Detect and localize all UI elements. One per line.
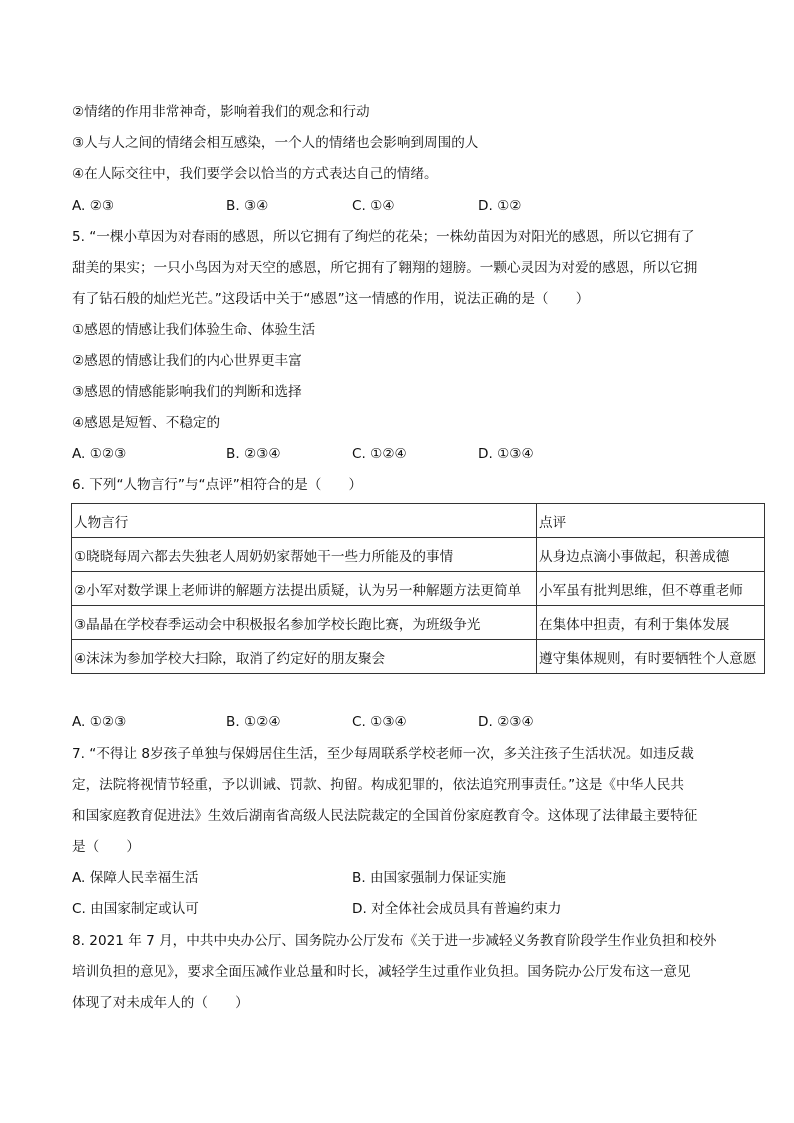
table-header-cell: 点评 bbox=[537, 504, 765, 538]
q4-option-c[interactable]: C. ①④ bbox=[352, 198, 395, 214]
q6-option-d[interactable]: D. ②③④ bbox=[478, 714, 534, 730]
table-cell: 小军虽有批判思维，但不尊重老师 bbox=[537, 572, 765, 606]
q6-option-c[interactable]: C. ①③④ bbox=[352, 714, 407, 730]
q5-option-d[interactable]: D. ①③④ bbox=[478, 446, 534, 462]
q5-statement-1: ①感恩的情感让我们体验生命、体验生活 bbox=[72, 322, 316, 338]
q4-statement-2: ②情绪的作用非常神奇，影响着我们的观念和行动 bbox=[72, 104, 370, 120]
q8-stem-line-1: 8. 2021 年 7 月，中共中央办公厅、国务院办公厅发布《关于进一步减轻义务教育阶段学生作业负担和校外 bbox=[72, 933, 717, 949]
q7-option-d[interactable]: D. 对全体社会成员具有普遍约束力 bbox=[352, 901, 562, 917]
q5-statement-3: ③感恩的情感能影响我们的判断和选择 bbox=[72, 384, 302, 400]
q4-option-b[interactable]: B. ③④ bbox=[226, 198, 269, 214]
table-row bbox=[72, 572, 765, 606]
table-cell: 遵守集体规则，有时要牺牲个人意愿 bbox=[537, 640, 765, 674]
q5-statement-4: ④感恩是短暂、不稳定的 bbox=[72, 415, 221, 431]
q5-option-b[interactable]: B. ②③④ bbox=[226, 446, 281, 462]
table-row bbox=[72, 538, 765, 572]
q6-option-a[interactable]: A. ①②③ bbox=[72, 714, 127, 730]
q7-stem-line-1: 7. “不得让 8岁孩子单独与保姆居住生活，至少每周联系学校老师一次，多关注孩子生活状况。如违反裁 bbox=[72, 746, 694, 762]
table-cell: ②小军对数学课上老师讲的解题方法提出质疑，认为另一种解题方法更简单 bbox=[72, 572, 537, 606]
q7-stem-line-3: 和国家庭教育促进法》生效后湖南省高级人民法院裁定的全国首份家庭教育令。这体现了法律最主要特征 bbox=[72, 808, 698, 824]
q4-option-a[interactable]: A. ②③ bbox=[72, 198, 115, 214]
q8-stem-line-3: 体现了对未成年人的（ ） bbox=[72, 995, 249, 1011]
q4-statement-3: ③人与人之间的情绪会相互感染，一个人的情绪也会影响到周围的人 bbox=[72, 135, 479, 151]
q5-stem-line-1: 5. “一棵小草因为对春雨的感恩，所以它拥有了绚烂的花朵；一株幼苗因为对阳光的感恩，所以它拥有了 bbox=[72, 229, 695, 245]
q5-stem-line-2: 甜美的果实；一只小鸟因为对天空的感恩，所它拥有了翱翔的翅膀。一颗心灵因为对爱的感恩，所以它拥 bbox=[72, 260, 698, 276]
q5-option-a[interactable]: A. ①②③ bbox=[72, 446, 127, 462]
table-cell: 从身边点滴小事做起，积善成德 bbox=[537, 538, 765, 572]
table-cell: ①晓晓每周六都去失独老人周奶奶家帮她干一些力所能及的事情 bbox=[72, 538, 537, 572]
table-row bbox=[72, 606, 765, 640]
table-header-cell: 人物言行 bbox=[72, 504, 537, 538]
q5-option-c[interactable]: C. ①②④ bbox=[352, 446, 407, 462]
q7-stem-line-4: 是（ ） bbox=[72, 839, 140, 855]
q6-table bbox=[71, 503, 765, 674]
q5-statement-2: ②感恩的情感让我们的内心世界更丰富 bbox=[72, 353, 302, 369]
table-cell: ③晶晶在学校春季运动会中积极报名参加学校长跑比赛，为班级争光 bbox=[72, 606, 537, 640]
q6-stem: 6. 下列“人物言行”与“点评”相符合的是（ ） bbox=[72, 477, 363, 493]
q7-stem-line-2: 定，法院将视情节轻重，予以训诫、罚款、拘留。构成犯罪的，依法追究刑事责任。”这是《中华人民共 bbox=[72, 777, 684, 793]
q4-statement-4: ④在人际交往中，我们要学会以恰当的方式表达自己的情绪。 bbox=[72, 166, 438, 182]
q6-option-b[interactable]: B. ①②④ bbox=[226, 714, 281, 730]
table-header-row bbox=[72, 504, 765, 538]
q5-stem-line-3: 有了钻石般的灿烂光芒。”这段话中关于“感恩”这一情感的作用，说法正确的是（ ） bbox=[72, 291, 590, 307]
q8-stem-line-2: 培训负担的意见》，要求全面压减作业总量和时长，减轻学生过重作业负担。国务院办公厅发布这一意见 bbox=[72, 964, 691, 980]
table-cell: 在集体中担责，有利于集体发展 bbox=[537, 606, 765, 640]
q7-option-b[interactable]: B. 由国家强制力保证实施 bbox=[352, 870, 506, 886]
table-cell: ④沫沫为参加学校大扫除，取消了约定好的朋友聚会 bbox=[72, 640, 537, 674]
q4-option-d[interactable]: D. ①② bbox=[478, 198, 522, 214]
q7-option-c[interactable]: C. 由国家制定或认可 bbox=[72, 901, 199, 917]
table-row bbox=[72, 640, 765, 674]
q7-option-a[interactable]: A. 保障人民幸福生活 bbox=[72, 870, 199, 886]
